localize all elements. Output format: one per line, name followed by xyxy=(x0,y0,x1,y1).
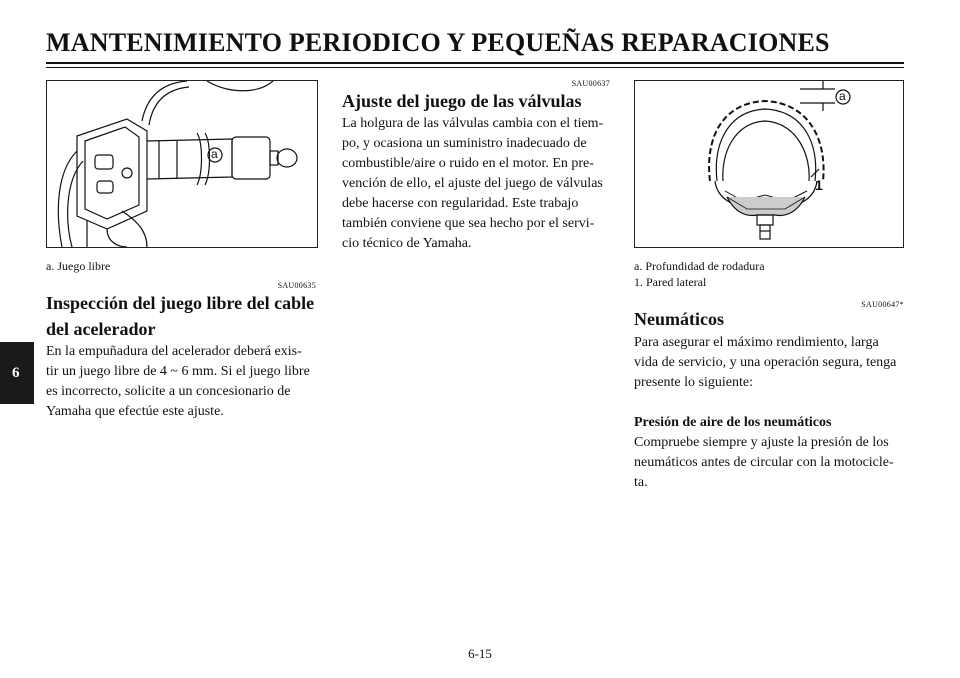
figure-label-1: 1 xyxy=(815,177,823,193)
caption-line: a. Profundidad de rodadura xyxy=(634,259,765,273)
body-line: po, y ocasiona un suministro inadecuado de xyxy=(342,136,587,151)
section-heading xyxy=(46,290,318,342)
page-number: 6-15 xyxy=(468,646,492,661)
section-body xyxy=(342,114,612,254)
section-code: SAU00637 xyxy=(571,79,610,88)
header-rule xyxy=(46,62,904,64)
body-line: Compruebe siempre y ajuste la presión de los xyxy=(634,435,889,450)
body-line: Yamaha que efectúe este ajuste. xyxy=(46,404,224,419)
body-line: ta. xyxy=(634,475,648,490)
subheading: Presión de aire de los neumáticos xyxy=(634,415,832,430)
paragraph-gap xyxy=(634,393,906,413)
figure-label-a: a xyxy=(211,147,218,161)
section-body xyxy=(634,333,906,493)
section-body xyxy=(46,342,318,422)
body-line: combustible/aire o ruido en el motor. En pre- xyxy=(342,156,594,171)
figure-caption xyxy=(634,258,765,290)
body-line: tir un juego libre de 4 ~ 6 mm. Si el juego libre xyxy=(46,364,310,379)
body-line: presente lo siguiente: xyxy=(634,375,753,390)
section-heading: Neumáticos xyxy=(634,309,724,329)
figure-caption: a. Juego libre xyxy=(46,259,111,273)
body-line: En la empuñadura del acelerador deberá exis- xyxy=(46,344,302,359)
throttle-grip-figure xyxy=(46,80,318,248)
body-line: cio técnico de Yamaha. xyxy=(342,236,472,251)
section-code: SAU00647* xyxy=(861,300,904,309)
tire-cross-section-figure xyxy=(634,80,904,248)
section-heading: Ajuste del juego de las válvulas xyxy=(342,91,582,111)
body-line: Para asegurar el máximo rendimiento, larga xyxy=(634,335,879,350)
body-line: debe hacerse con regularidad. Este trabajo xyxy=(342,196,579,211)
body-line: La holgura de las válvulas cambia con el tiem- xyxy=(342,116,604,131)
body-line: también conviene que sea hecho por el servi- xyxy=(342,216,595,231)
heading-line: del acelerador xyxy=(46,319,156,339)
body-line: vida de servicio, y una operación segura, tenga xyxy=(634,355,897,370)
section-code: SAU00635 xyxy=(277,281,316,290)
body-line: neumáticos antes de circular con la motocicle- xyxy=(634,455,894,470)
figure-label-a: a xyxy=(839,89,846,103)
body-line: vención de ello, el ajuste del juego de válvulas xyxy=(342,176,603,191)
caption-line: 1. Pared lateral xyxy=(634,275,707,289)
chapter-tab xyxy=(0,342,34,404)
header-rule-thin xyxy=(46,67,904,68)
heading-line: Inspección del juego libre del cable xyxy=(46,293,315,313)
chapter-number: 6 xyxy=(12,364,20,381)
body-line: es incorrecto, solicite a un concesionario de xyxy=(46,384,291,399)
page-title: MANTENIMIENTO PERIODICO Y PEQUEÑAS REPARACIONES xyxy=(46,28,830,57)
